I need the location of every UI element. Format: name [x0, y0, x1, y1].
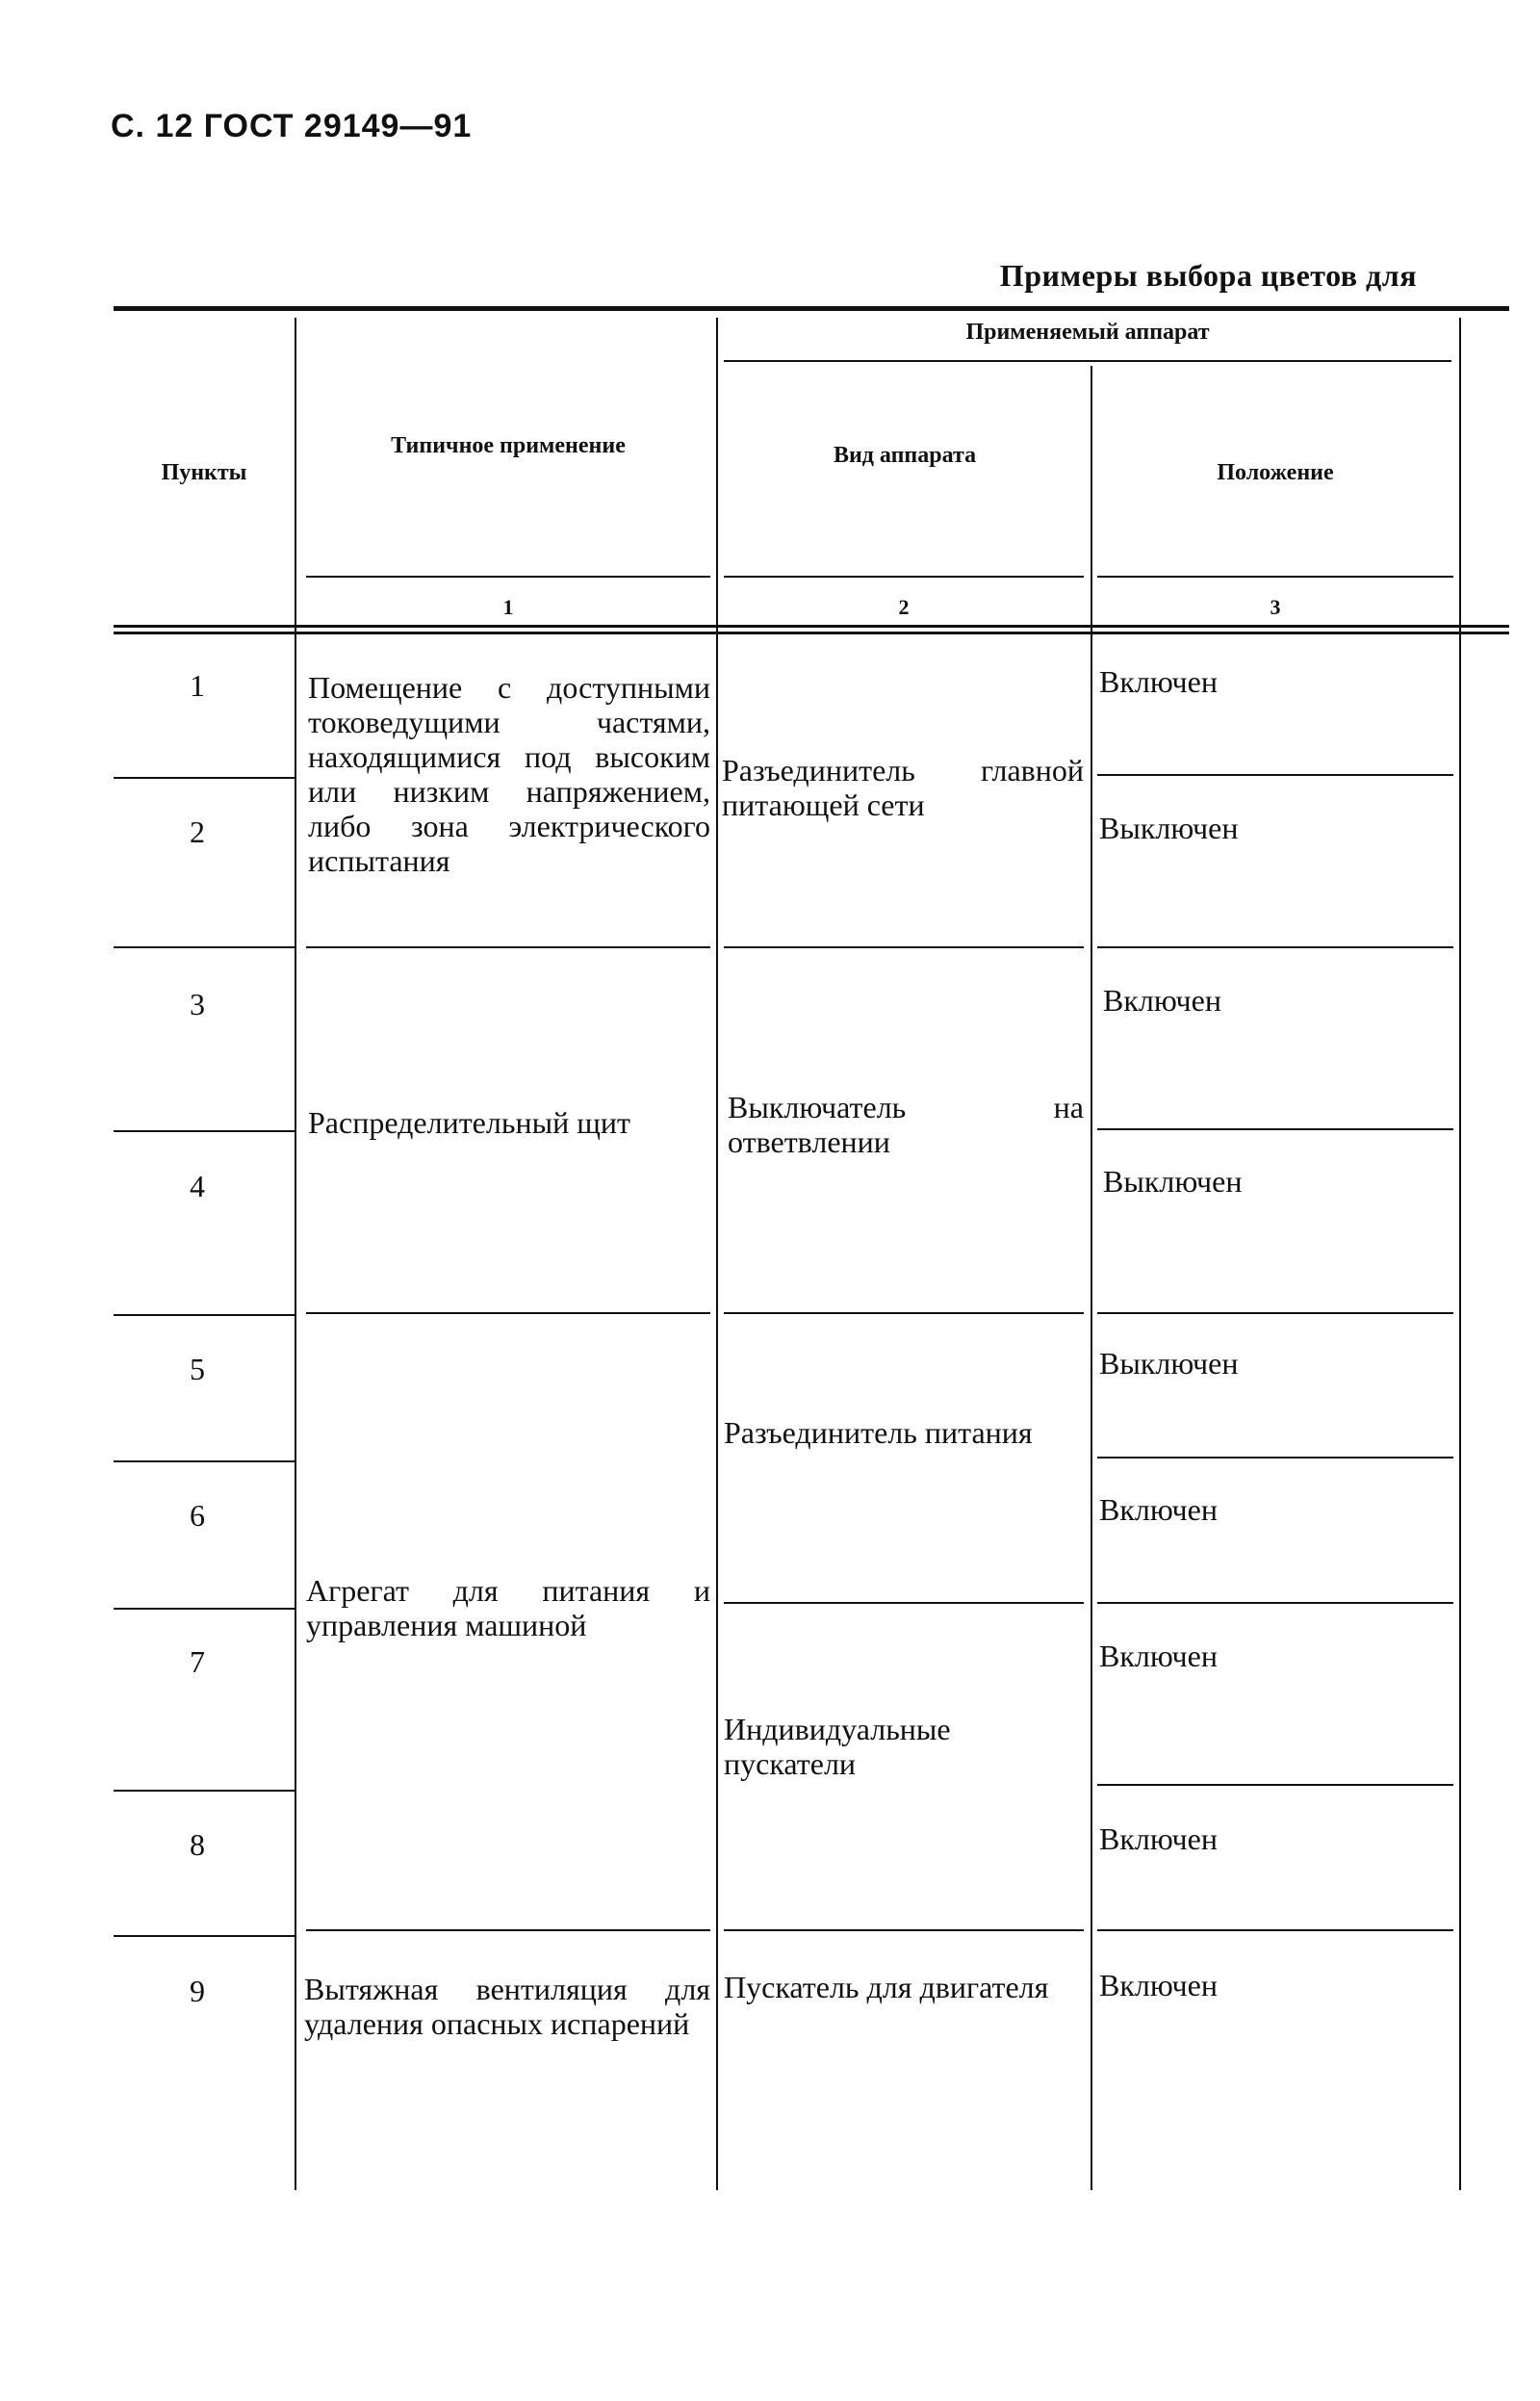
header-device-type: Вид аппарата	[833, 443, 977, 468]
device-cell: Индивидуальные пускатели	[724, 1712, 951, 1781]
col-divider-3	[1091, 366, 1092, 2190]
header-typical-use: Типичное применение	[391, 433, 626, 458]
device-cell: Пускатель для двигателя	[724, 1970, 1049, 2004]
position-cell: Включен	[1103, 983, 1221, 1018]
pos-sep-8-9	[1097, 1929, 1453, 1931]
device-cell: Разъединитель питания	[724, 1415, 1033, 1450]
points-sep-7-8	[114, 1790, 295, 1792]
row-num: 4	[190, 1169, 205, 1203]
points-sep-8-9	[114, 1935, 295, 1937]
row-num: 8	[190, 1827, 205, 1862]
row-num: 9	[190, 1974, 205, 2008]
points-sep-3-4	[114, 1130, 295, 1132]
position-cell: Включен	[1099, 1639, 1218, 1673]
header-colnum-rule-2	[724, 576, 1084, 578]
points-sep-4-5	[114, 1314, 295, 1316]
row-num: 5	[190, 1352, 205, 1386]
use-cell: Агрегат для питания и управления машиной	[306, 1573, 710, 1642]
header-double-rule-a	[114, 625, 1509, 628]
points-sep-6-7	[114, 1608, 295, 1610]
points-sep-5-6	[114, 1460, 295, 1462]
header-double-rule-b	[114, 632, 1509, 634]
use-cell: Помещение с доступными токоведущими частями, находящимися под высоким или низким напряжением, либо зона электрического испытания	[308, 670, 710, 878]
use-sep-2	[306, 1312, 710, 1314]
page-header: С. 12 ГОСТ 29149—91	[111, 108, 473, 144]
col-divider-2	[716, 318, 718, 2190]
pos-sep-5-6	[1097, 1457, 1453, 1459]
points-sep-1-2	[114, 777, 295, 779]
row-num: 6	[190, 1498, 205, 1533]
position-cell: Включен	[1099, 1821, 1218, 1856]
device-sep-3	[724, 1602, 1084, 1604]
pos-sep-1-2	[1097, 774, 1453, 776]
use-cell: Вытяжная вентиляция для удаления опасных испарений	[304, 1972, 710, 2041]
position-cell: Выключен	[1103, 1164, 1243, 1199]
use-sep-1	[306, 946, 710, 948]
header-position: Положение	[1217, 460, 1334, 485]
points-sep-2-3	[114, 946, 295, 948]
table-top-rule	[114, 306, 1509, 311]
header-points: Пункты	[161, 460, 247, 485]
position-cell: Выключен	[1099, 1346, 1239, 1381]
pos-sep-6-7	[1097, 1602, 1453, 1604]
colnum-3: 3	[1270, 595, 1281, 619]
col-divider-1	[295, 318, 296, 2190]
position-cell: Включен	[1099, 664, 1218, 699]
use-cell: Распределительный щит	[308, 1105, 630, 1140]
pos-sep-4-5	[1097, 1312, 1453, 1314]
col-divider-4	[1459, 318, 1461, 2190]
row-num: 2	[190, 814, 205, 849]
row-num: 3	[190, 987, 205, 1021]
device-sep-1	[724, 946, 1084, 948]
position-cell: Включен	[1099, 1492, 1218, 1527]
header-colnum-rule-1	[306, 576, 710, 578]
use-sep-3	[306, 1929, 710, 1931]
pos-sep-2-3	[1097, 946, 1453, 948]
row-num: 7	[190, 1644, 205, 1679]
position-cell: Выключен	[1099, 811, 1239, 845]
colnum-1: 1	[502, 595, 514, 619]
colnum-2: 2	[898, 595, 910, 619]
header-colnum-rule-3	[1097, 576, 1453, 578]
device-sep-2	[724, 1312, 1084, 1314]
table-caption: Примеры выбора цветов для	[999, 258, 1417, 293]
header-applied-device: Применяемый аппарат	[965, 320, 1210, 345]
device-cell: Выключатель на ответвлении	[728, 1090, 1084, 1159]
pos-sep-7-8	[1097, 1784, 1453, 1786]
row-num: 1	[190, 668, 205, 703]
header-sub-rule	[724, 360, 1451, 362]
pos-sep-3-4	[1097, 1128, 1453, 1130]
device-sep-4	[724, 1929, 1084, 1931]
position-cell: Включен	[1099, 1968, 1218, 2002]
device-cell: Разъединитель главной питающей сети	[722, 753, 1084, 822]
